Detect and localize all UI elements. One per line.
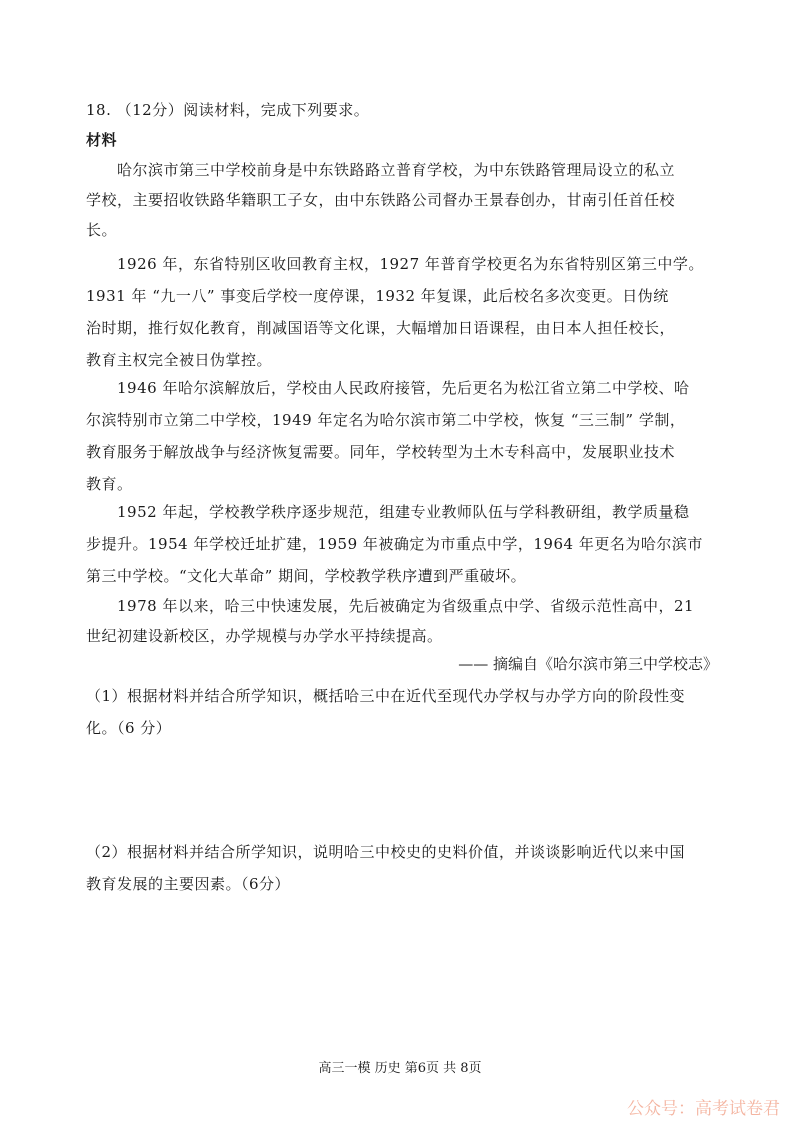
text-line: 世纪初建设新校区，办学规模与办学水平持续提高。: [86, 627, 443, 645]
text-line: 教育。: [86, 475, 133, 493]
text-line: 1946 年哈尔滨解放后，学校由人民政府接管，先后更名为松江省立第二中学校、哈: [117, 379, 690, 397]
material-label: 材料: [86, 131, 118, 149]
text-line: 长。: [86, 221, 118, 239]
text-line: 哈尔滨市第三中学校前身是中东铁路路立普育学校，为中东铁路管理局设立的私立: [117, 161, 676, 179]
text-line: 1952 年起，学校教学秩序逐步规范，组建专业教师队伍与学科教研组，教学质量稳: [117, 503, 690, 521]
text-line: 教育发展的主要因素。（6分）: [86, 875, 291, 893]
watermark: 公众号：高考试卷君: [627, 1099, 780, 1119]
text-line: 教育主权完全被日伪掌控。: [86, 351, 273, 369]
text-line: （2）根据材料并结合所学知识，说明哈三中校史的史料价值，并谈谈影响近代以来中国: [86, 843, 686, 861]
text-line: 1931 年 “九一八” 事变后学校一度停课，1932 年复课，此后校名多次变更。日伪统: [86, 287, 669, 305]
text-line: 第三中学校。“文化大革命” 期间，学校教学秩序遭到严重破坏。: [86, 567, 527, 585]
text-line: 化。（6 分）: [86, 719, 172, 737]
text-line: 教育服务于解放战争与经济恢复需要。同年，学校转型为土木专科高中，发展职业技术: [86, 443, 676, 461]
text-line: 1926 年，东省特别区收回教育主权，1927 年普育学校更名为东省特别区第三中学。: [117, 255, 704, 273]
text-line: 尔滨特别市立第二中学校，1949 年定名为哈尔滨市第二中学校，恢复 “三三制” 学制，: [86, 411, 686, 429]
page-footer: 高三一模 历史 第6页 共 8页: [318, 1061, 482, 1076]
text-line: 学校，主要招收铁路华籍职工子女，由中东铁路公司督办王景春创办，甘南引任首任校: [86, 191, 676, 209]
text-line: 步提升。1954 年学校迁址扩建，1959 年被确定为市重点中学，1964 年更名为哈尔滨市: [86, 535, 703, 553]
question-header: 18. （12分）阅读材料，完成下列要求。: [86, 101, 370, 119]
material-source: —— 摘编自《哈尔滨市第三中学校志》: [458, 655, 718, 673]
text-line: （1）根据材料并结合所学知识，概括哈三中在近代至现代办学权与办学方向的阶段性变: [86, 687, 686, 705]
text-line: 1978 年以来，哈三中快速发展，先后被确定为省级重点中学、省级示范性高中，21: [117, 597, 695, 615]
text-line: 治时期，推行奴化教育，削减国语等文化课，大幅增加日语课程，由日本人担任校长，: [86, 319, 676, 337]
